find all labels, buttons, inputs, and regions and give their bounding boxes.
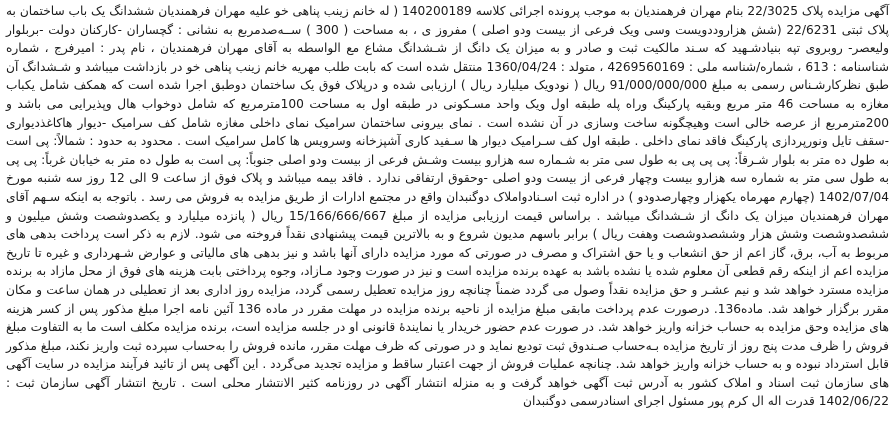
auction-notice-text — [6, 2, 889, 411]
notice-body: آگهی مزایده پلاک 22/3025 بنام مهران فرهمندیان به موجب پرونده اجرائی کلاسه 140200189 ( له خانم زینب پناهی خو علیه مهران فرهمندیان ششدانگ یک باب ساختمان به پلاک ثبتی 22/6231 (شش هزاروددویست وسی ویک فرعی از بیست ودو اصلی ) مفروز ی ، به مساحت ( 300 ) ســه‌صدمربع به نشانی : گچساران -کارکنان دولت -بربلوار ولیعصر- روبروی تپه بنیادشـهید که سـند مالکیت ثبت و صادر و به میزان یک دانگ از شـشدانگ مشاع مع الواسطه به آقای مهران فرهمندیان ، نام پدر : امیرفرج ، شماره شناسنامه : 613 ، شماره/شناسه ملی : 4269560169 ، متولد : 1360/04/24 منتقل شده است که بابت طلب مهریه خانم زینب پناهی خو در بازداشت میباشد و شـشدانگ آن طبق نظرکارشـناس رسمی به مبلغ 91/000/000/000 ریال ( نودویک میلیارد ریال ) ارزیابی شده و درپلاک فوق یک ساختمان دوطبق اجرا شده است که همکف شامل یکباب مغازه به مساحت 46 متر مربع وبقیه پارکینگ وراه پله طبقه اول ویک واحد مسـکونی در طبقه اول به مساحت 100مترمربع که شامل دوخواب هال وپذیرایی می باشد و 200مترمربع از عرصه خالی است وهیچگونه ساخت وسازی در آن نشده است . نمای بیرونی ساختمان سرامیک نمای داخلی مغازه شامل کف سرامیک -دیوار هاکاغذدیواری -سقف تایل ونورپردازی پارکینگ فاقد نمای داخلی . طبقه اول کف سـرامیک دیوار ها سـفید کاری آشپزخانه وسرویس ها کامل سرامیک است . محدود به حدود : شمالاً: پی است به طول ده متر به بلوار شـرقاً: پی پی پی به طول سی متر به شـماره سه هزارو بیست وشـش فرعی از بیست ودو اصلی جنوباً: پی است به طول ده متر به خیابان غرباً: پی پی به طول سی متر به شماره سه هزارو بیست وچهار فرعی از بیست ودو اصلی -وحقوق ارتفاقی ندارد . فاقد بیمه میباشد و پلاک فوق از ساعت 9 الی 12 روز سه شنبه مورخ 1402/07/04 (چهارم مهرماه یکهزار وچهارصدودو ) در اداره ثبت اسـنادواملاک دوگنبدان واقع در مجتمع ادارات از طریق مزایده به فروش می رسد . باتوجه به اینکه سـهم آقای مهران فرهمندیان میزان یک دانگ از شـشدانگ میباشد . براساس قیمت ارزیابی مزایده از مبلغ 15/166/666/667 ریال ( پانزده میلیارد و یکصدوشصت وشش میلیون و ششصدوشصت وشش هزار وششصدوشصت وهفت ریال ) برابر باسهم مدیون شروع و به بالاترین قیمت پیشنهادی نقداً فروخته می شود. لازم به ذکر است پرداخت بدهی های مربوط به آب، برق، گاز اعم از حق انشعاب و یا حق اشتراک و مصرف در صورتی که مورد مزایده دارای آنها باشد و نیز بدهی های مالیاتی و عوارض شـهرداری و غیره تا تاریخ مزایده اعم از اینکه رقم قطعی آن معلوم شده یا نشده باشد به عهده برنده مزایده است و نیز در صورت وجود مـازاد، وجوه پرداختی بابت هزینه های فوق از محل مازاد به برنده مزایده مسترد خواهد شد و نیم عشـر و حق مزایده نقداً وصول می گردد ضمناً چنانچه روز مزایده تعطیل رسمی گردد، مزایده روز اداری بعد از تعطیلی در همان ساعت و مکان مقرر برگزار خواهد شد. ماده136. درصورت عدم پرداخت مابقی مبلغ مزایده از ناحیه برنده مزایده در مهلت مقرر در ماده 136 آئین نامه اجرا مبلغ مذکور پس از کسر هزینه های مزایده وحق مزایده به حساب خزانه واریز خواهد شد. در صورت عدم حضور خریدار یا نمایندۀ قانونی او در جلسه مزایده است، برنده مزایده مکلف است ما به التفاوت مبلغ فروش را ظرف مدت پنج روز از تاریخ مزایده بـه‌حساب صـندوق ثبت تودیع نماید و در صورتی که ظرف مهلت مقرر، مانده فروش را به‌حساب سپرده ثبت واریز نکند، مبلغ مذکور قابل استرداد نبوده و به حساب خزانه واریز خواهد شد. چنانچه عملیات فروش از جهت اعتبار ساقط و مزایده تجدید می‌گردد . این آگهی پس از تائید فرآیند مزایده در سایت آگهی های سازمان ثبت اسناد و املاک کشور به آدرس ثبت آگهی خواهد گرفت و به منزله انتشار آگهی در روزنامه کثیر الانتشار محلی است . تاریخ انتشار آگهی سازمان ثبت : 1402/06/22 قدرت اله ال کرم پور مسئول اجرای اسنادرسمی دوگنبدان — [6, 4, 890, 409]
